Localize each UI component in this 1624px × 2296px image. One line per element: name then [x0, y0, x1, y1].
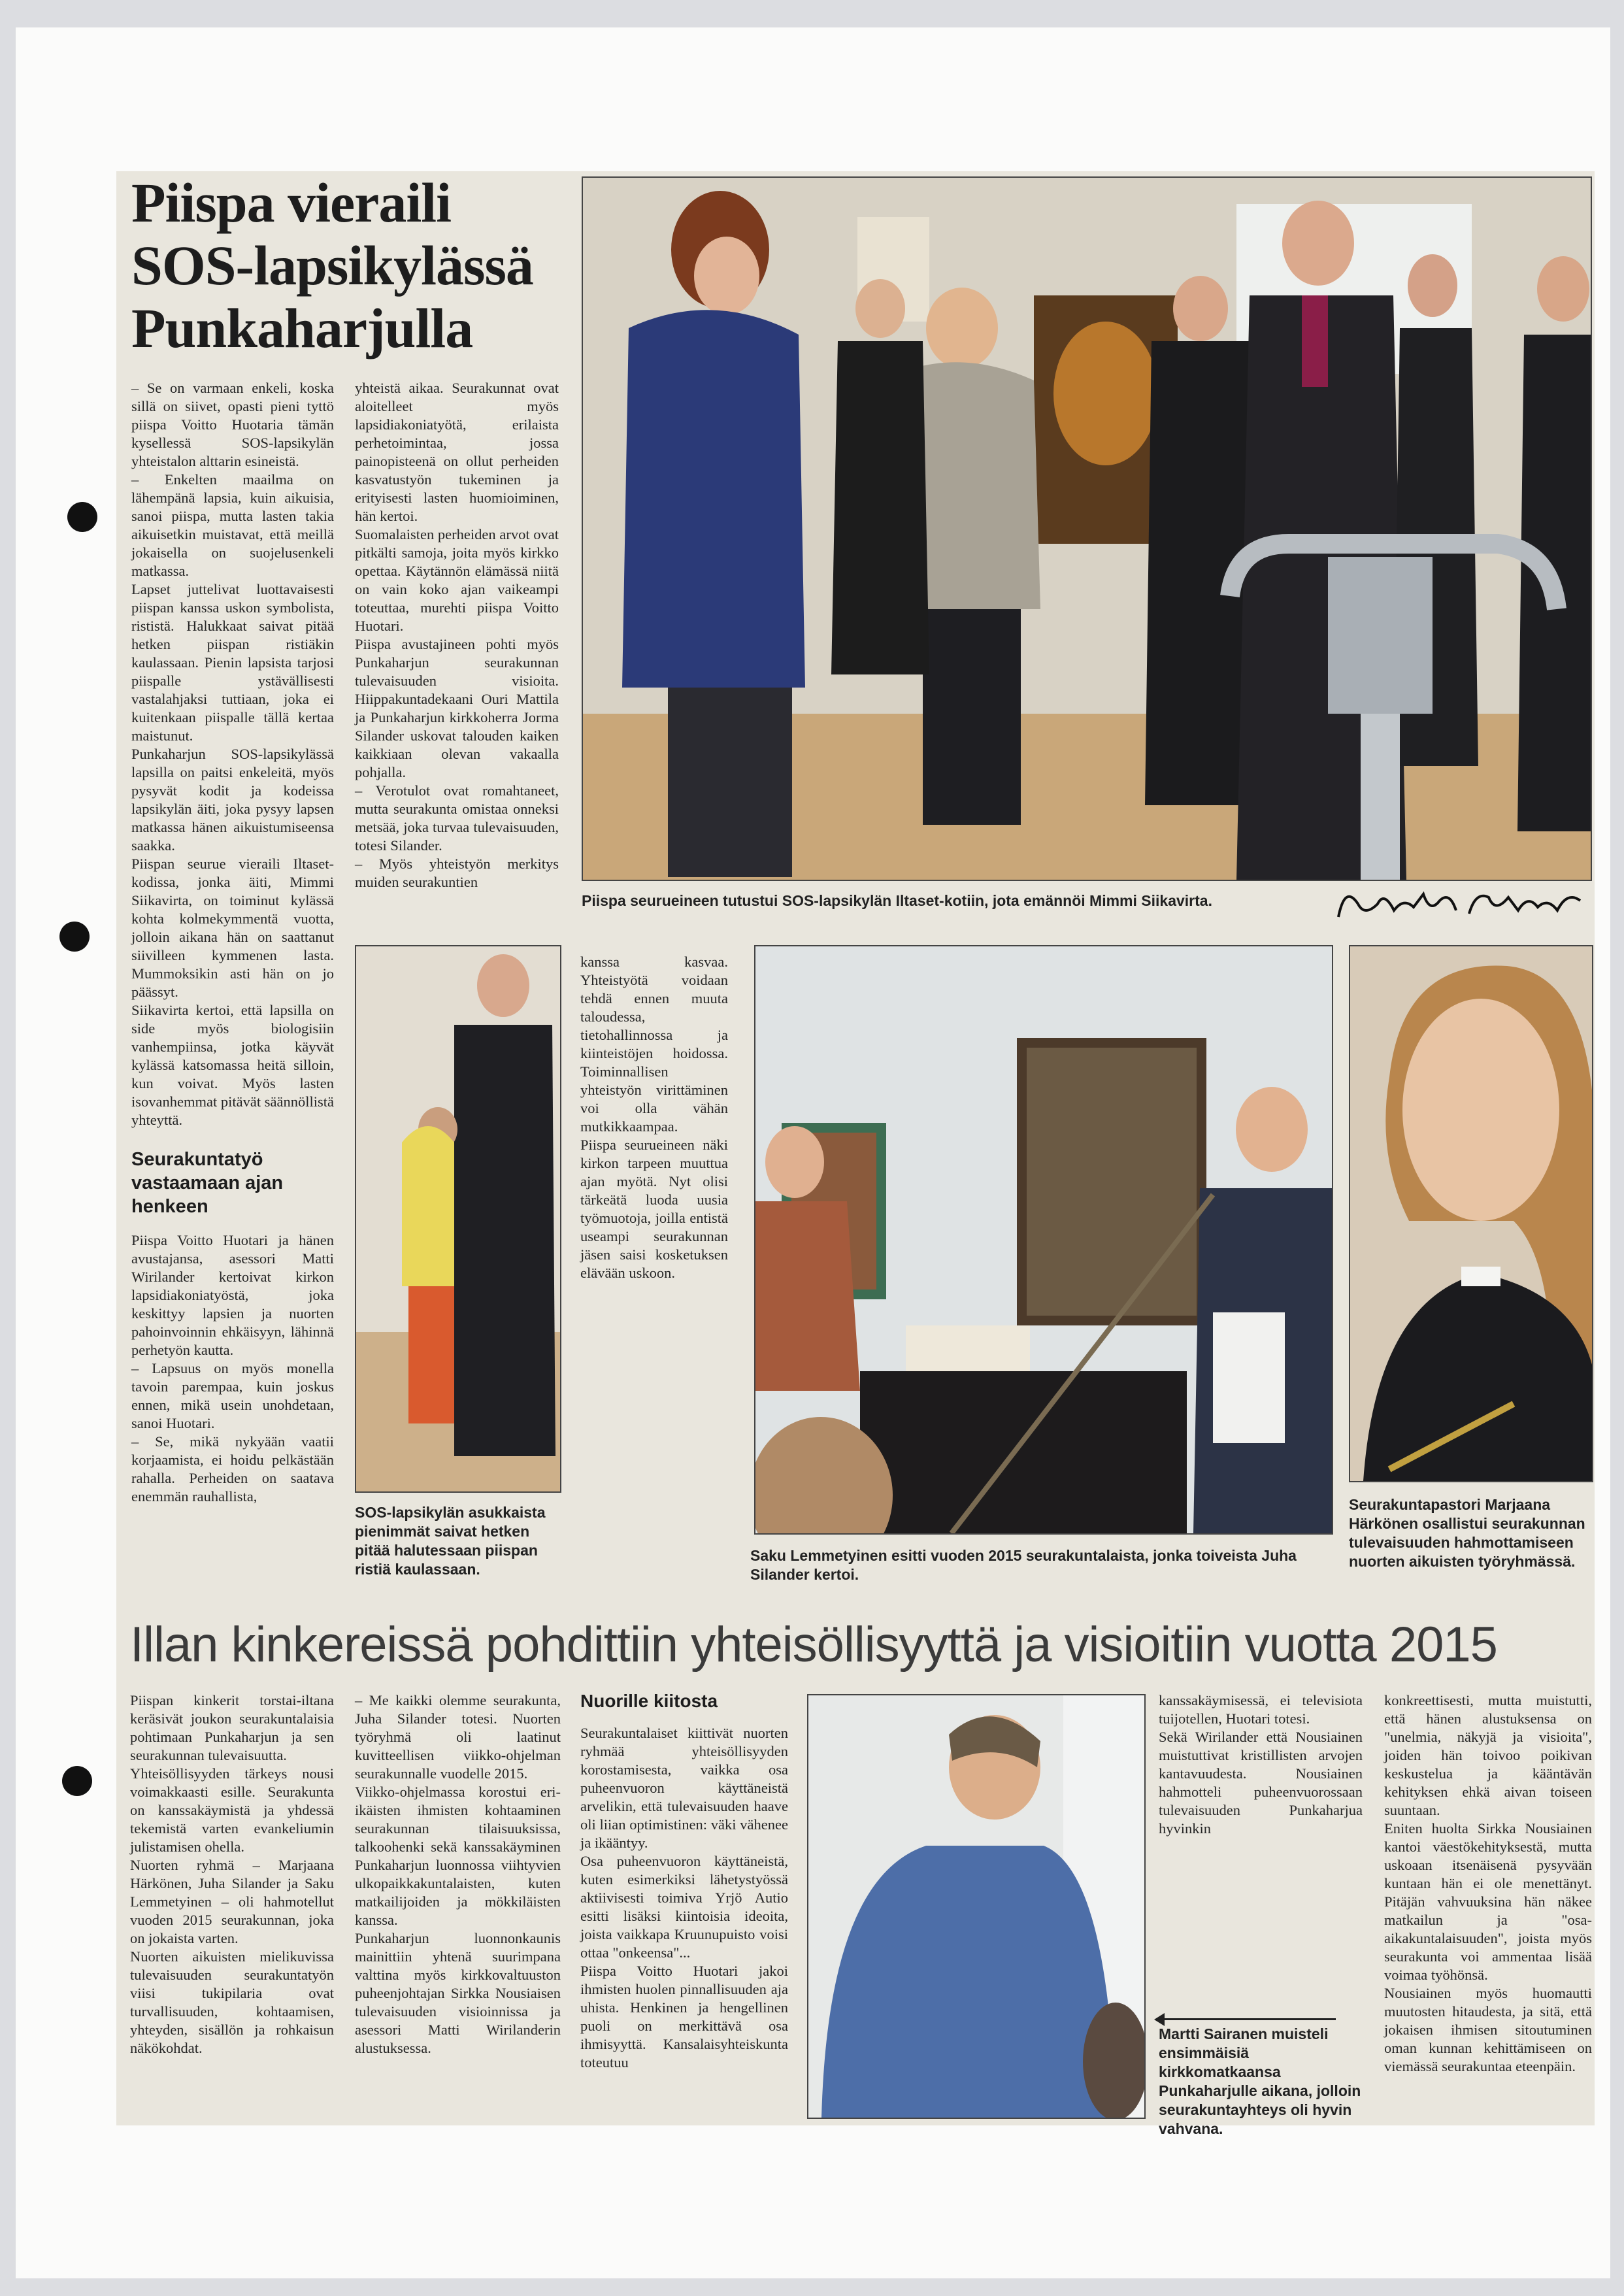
punch-hole — [67, 502, 97, 532]
paragraph: Punkaharjun SOS-lapsikylässä lapsilla on paitsi enkeleitä, myös pysyvät kodit ja kodeissa lapsikylän äiti, joka pysyy lapsen matkassa hänen aikuistumiseensa saakka. — [131, 746, 334, 854]
paragraph: Piispa Voitto Huotari ja hänen avustajansa, asessori Matti Wirilander kertoivat kirkon lapsidiakoniatyöstä, joka keskittyy lapsien ja nuorten pahoinvoinnin ehkäisyyn, lähinnä perhetyön kautta. — [131, 1232, 334, 1358]
paragraph: Piispan kinkerit torstai-iltana keräsivät joukon seurakuntalaisia pohtimaan Punkaharjun ja sen seurakunnan tulevaisuutta. — [130, 1692, 334, 1763]
paragraph: Sekä Wirilander että Nousiainen muistuttivat kristillisten arvojen kantavuudesta. Nousiainen hahmotteli puheenvuorossaan tulevaisuuden Punkaharjua hyvinkin — [1159, 1729, 1363, 1837]
subheading: Seurakuntatyö vastaamaan ajan henkeen — [131, 1149, 284, 1217]
photo-bishop-visit-image — [583, 178, 1591, 880]
photo-martti-sairanen — [807, 1694, 1146, 2119]
paragraph: Lapset juttelivat luottavaisesti piispan kanssa uskon symbolista, rististä. Halukkaat saivat pitää hetken piispan ristiäkin kaulassaan. Pienin lapsista tarjosi piispalle ystävällisesti vastalahjaksi tuttiaan, joka ei kuitenkaan piispalle tällä kertaa maistunut. — [131, 581, 334, 744]
paragraph: – Myös yhteistyön merkitys muiden seurakuntien — [355, 856, 559, 890]
photo-caption-main: Piispa seurueineen tutustui SOS-lapsikylän Iltaset-kotiin, jota emännöi Mimmi Siikavirta. — [582, 892, 1212, 909]
article2-column-1 — [130, 1691, 334, 2123]
photo-caption-marjaana: Seurakuntapastori Marjaana Härkönen osallistui seurakunnan tulevaisuuden hahmottamiseen nuorten aikuisten työryhmässä. — [1349, 1496, 1585, 1570]
paragraph: Punkaharjun luonnonkaunis mainittiin yhtenä suurimpana valttina myös kirkkovaltuuston puheenjohtajan Sirkka Nousiaisen tulevaisuuden visioinnissa ja asessori Matti Wirilanderin alustuksessa. — [355, 1930, 561, 2056]
paragraph: Nuorten aikuisten mielikuvissa tulevaisuuden seurakuntatyön viisi tukipilaria ovat turvallisuuden, kohtaamisen, yhteyden, sisällön ja rohkaisun näkökohdat. — [130, 1948, 334, 2056]
subheading: Nuorille kiitosta — [580, 1691, 718, 1711]
paragraph: Yhteisöllisyyden tärkeys nousi voimakkaasti esille. Seurakunta on kanssakäymistä ja yhdessä tekemistä varten evankeliumin julistamisen ohella. — [130, 1765, 334, 1855]
paragraph: Eniten huolta Sirkka Nousiainen kantoi väestökehityksestä, mutta uskoaan itsenäisenä pysyvään kuntaan hän ei ole menettänyt. Pitäjän vahvuuksina hän näkee matkailun ja "osa-aikakuntalaisuuden", joista myös seurakunta voi ammentaa lisää voimaa työhönsä. — [1384, 1820, 1592, 1983]
photo-marjaana-image — [1350, 946, 1592, 1481]
paragraph: konkreettisesti, mutta muistutti, että hänen alustuksensa on "unelmia, näkyjä ja visioita", joiden hän toivoo poikivan keskustelua ja kääntävän kehityksen ehkä aivan toiseen suuntaan. — [1384, 1692, 1592, 1818]
paragraph: – Se, mikä nykyään vaatii korjaamista, ei hoidu pelkästään rahalla. Perheiden on saatava enemmän rauhallista, — [131, 1433, 334, 1505]
article-column-2 — [355, 379, 559, 941]
paragraph: – Me kaikki olemme seurakunta, Juha Silander totesi. Nuorten työryhmä oli laatinut kuvitteellisen viikko-ohjelman seurakunnalle vuodelle 2015. — [355, 1692, 561, 1782]
paragraph: Osa puheenvuoron käyttäneistä, kuten esimerkiksi lähetystyössä aktiivisesti toimiva Yrjö Autio esitti lisäksi kiintoisia ideoita, joista vaikkapa Kruunupuisto voisi ottaa "onkeensa"... — [580, 1853, 788, 1961]
photo-martti-image — [808, 1695, 1144, 2118]
handwritten-signature — [1332, 878, 1593, 930]
article2-column-3 — [580, 1690, 788, 2121]
paragraph: kanssakäymisessä, ei televisiota tuijotellen, Huotari totesi. — [1159, 1692, 1363, 1727]
photo-caption-saku: Saku Lemmetyinen esitti vuoden 2015 seurakuntalaista, jonka toiveista Juha Silander kertoi. — [750, 1547, 1297, 1583]
paragraph: Piispa Voitto Huotari jakoi ihmisten huolen pinnallisuuden aja uhista. Henkinen ja hengellinen puoli on merkittävä osa ihmisyyttä. Kansalaisyhteiskunta toteutuu — [580, 1963, 788, 2071]
article-column-3 — [580, 953, 728, 1345]
article-column-1 — [131, 379, 334, 1588]
photo-child-with-bishop — [355, 945, 561, 1493]
photo-caption-martti: Martti Sairanen muisteli ensimmäisiä kirkkomatkaansa Punkaharjulle aikana, jolloin seurakuntayhteys oli hyvin vahvana. — [1159, 2025, 1361, 2137]
article-headline: Piispa vieraili SOS-lapsikylässä Punkaharjulla — [131, 171, 533, 359]
paragraph: – Lapsuus on myös monella tavoin parempaa, kuin joskus ennen, mikä usein unohdetaan, sanoi Huotari. — [131, 1360, 334, 1431]
photo-marjaana-harkonen — [1349, 945, 1593, 1482]
paragraph: Nuorten ryhmä – Marjaana Härkönen, Juha Silander ja Saku Lemmetyinen – oli hahmotellut vuoden 2015 seurakunnan, joka on jokaista varten. — [130, 1857, 334, 1946]
photo-bishop-visit — [582, 176, 1592, 881]
article2-column-2 — [355, 1691, 561, 2123]
punch-hole — [59, 922, 90, 952]
paragraph: Piispa seurueineen näki kirkon tarpeen muuttua ajan myötä. Nyt olisi tärkeätä luoda uusia työmuotoja, joilla entistä useampi seurakunnan jäsen saisi kosketuksen elävään uskoon. — [580, 1137, 728, 1281]
paragraph: Nousiainen myös huomautti muutosten hitaudesta, ja sitä, että jokaisen ihmisen sitoutuminen oman kunnan kehittämiseen on viemässä seurakuntaa eteenpäin. — [1384, 1985, 1592, 2074]
article2-column-5 — [1384, 1691, 1592, 2123]
photo-caption-child: SOS-lapsikylän asukkaista pienimmät saivat hetken pitää halutessaan piispan ristiä kaulassaan. — [355, 1504, 546, 1578]
paragraph: – Verotulot ovat romahtaneet, mutta seurakunta omistaa onneksi metsää, joka turvaa tulevaisuuden, totesi Silander. — [355, 782, 559, 854]
paragraph: Piispan seurue vieraili Iltaset-kodissa, jonka äiti, Mimmi Siikavirta, on toiminut kylässä kohta kolmekymmentä vuotta, jolloin aikana hän on saattanut siivilleen kymmenen lasta. Mummoksikin asti hän on jo päässyt. — [131, 856, 334, 1000]
paragraph: yhteistä aikaa. Seurakunnat ovat aloitelleet myös lapsidiakoniatyötä, erilaista perhetoimintaa, jossa painopisteenä on ollut perheiden kasvatustyön tukeminen ja erityisesti lasten huomioiminen, hän kertoi. — [355, 380, 559, 524]
photo-saku-lemmetyinen — [754, 945, 1333, 1535]
paragraph: Piispa avustajineen pohti myös Punkaharjun seurakunnan tulevaisuuden visioita. Hiippakuntadekaani Ouri Mattila ja Punkaharjun kirkkoherra Jorma Silander uskovat talouden kaiken kaikkiaan olevan vakaalla pohjalla. — [355, 636, 559, 780]
photo-child-image — [356, 946, 560, 1491]
paragraph: Siikavirta kertoi, että lapsilla on side myös biologisiin vanhempiinsa, jotka käyvät kylässä katsomassa heitä silloin, kun voivat. Myös lasten isovanhemmat pitävät säännöllistä yhteyttä. — [131, 1002, 334, 1128]
paragraph: kanssa kasvaa. Yhteistyötä voidaan tehdä ennen muuta taloudessa, tietohallinnossa ja kiinteistöjen hoidossa. Toiminnallisen yhteistyön virittäminen voi olla vähän mutkikkaampaa. — [580, 954, 728, 1135]
paragraph: Suomalaisten perheiden arvot ovat pitkälti samoja, joita myös kirkko opettaa. Käytännön elämässä niitä on vain koko ajan vaikeampi toteuttaa, murehti piispa Voitto Huotari. — [355, 526, 559, 634]
article2-column-4 — [1159, 1691, 1363, 1901]
paragraph: Viikko-ohjelmassa korostui eri-ikäisten ihmisten kohtaaminen seurakunnan tilaisuuksissa, talkoohenki sekä kanssakäyminen Punkaharjun luonnossa viihtyvien ulkopaikkakuntalaisten, kuten matkailijoiden ja mökkiläisten kanssa. — [355, 1784, 561, 1928]
paragraph: – Enkelten maailma on lähempänä lapsia, kuin aikuisia, sanoi piispa, mutta lasten takia aikuisetkin muistavat, että meillä jokaisella on suojelusenkeli matkassa. — [131, 471, 334, 579]
punch-hole — [62, 1766, 92, 1796]
photo-saku-image — [755, 946, 1332, 1533]
paragraph: Seurakuntalaiset kiittivät nuorten ryhmää yhteisöllisyyden korostamisesta, vaikka osa puheenvuoron käyttäneistä arvelikin, että tulevaisuuden haave oli liian optimistinen: väki vähenee ja ikääntyy. — [580, 1725, 788, 1851]
paragraph: – Se on varmaan enkeli, koska sillä on siivet, opasti pieni tyttö piispa Voitto Huotaria tämän kysellessä SOS-lapsikylän yhteistalon alttarin esineistä. — [131, 380, 334, 469]
article2-headline: Illan kinkereissä pohdittiin yhteisöllisyyttä ja visioitiin vuotta 2015 — [130, 1617, 1497, 1672]
caption-pointer-line — [1159, 2018, 1336, 2020]
